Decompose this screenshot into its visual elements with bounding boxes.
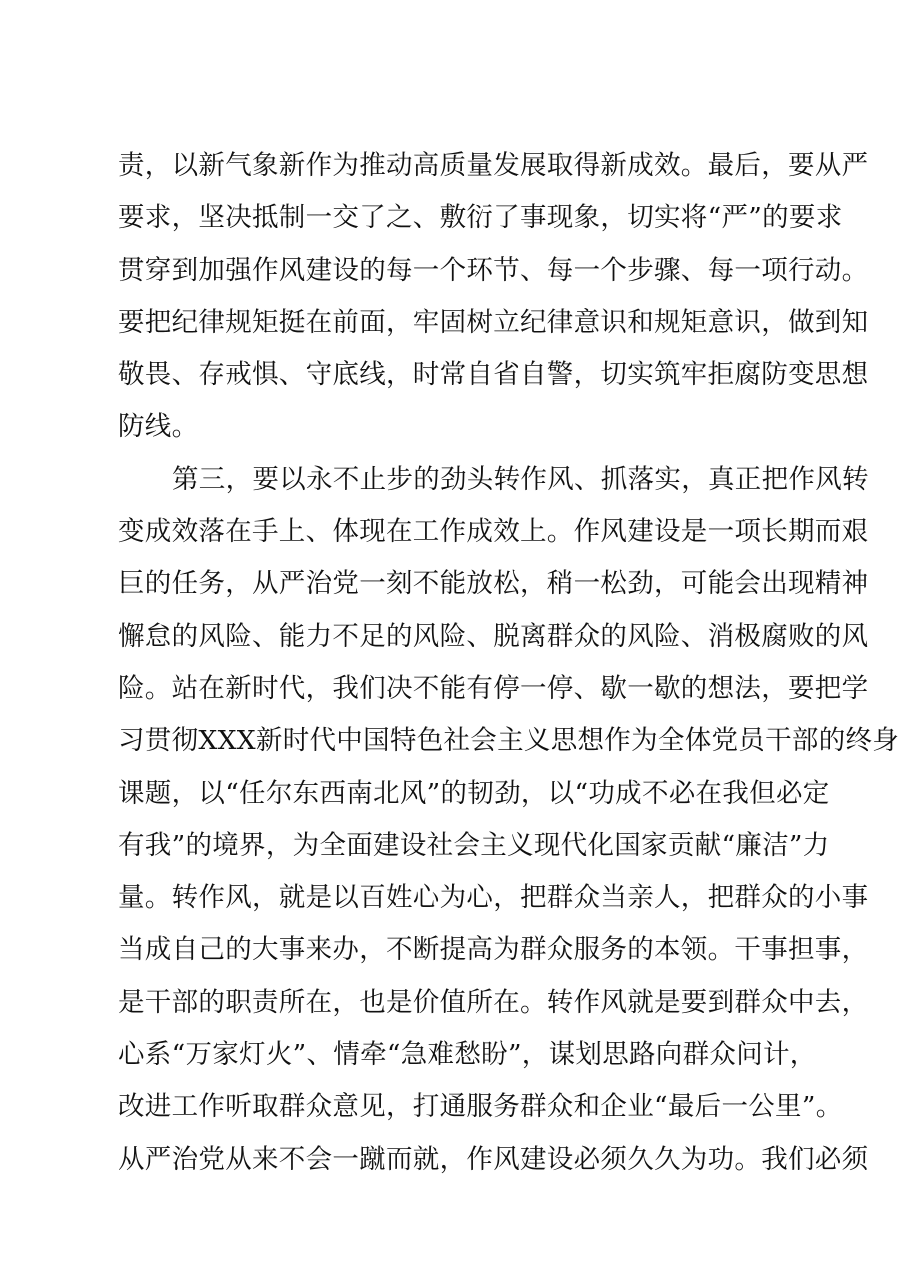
text-line: 巨的任务，从严治党一刻不能放松，稍一松劲，可能会出现精神 [118, 568, 869, 600]
text-line: 敬畏、存戒惧、守底线，时常自省自警，切实筑牢拒腐防变思想 [118, 359, 869, 391]
text-line: 变成效落在手上、体现在工作成效上。作风建设是一项长期而艰 [118, 516, 869, 548]
text-line: 责，以新气象新作为推动高质量发展取得新成效。最后，要从严 [118, 150, 869, 181]
text-line: 有我”的境界，为全面建设社会主义现代化国家贡献“廉洁”力 [118, 829, 830, 861]
text-line: 课题，以“任尔东西南北风”的韧劲，以“功成不必在我但必定 [118, 777, 830, 809]
text-line: 是干部的职责所在，也是价值所在。转作风就是要到群众中去， [118, 986, 869, 1018]
text-line: 量。转作风，就是以百姓心为心，把群众当亲人，把群众的小事 [118, 882, 869, 914]
document-body [118, 140, 900, 1186]
text-line: 防线。 [118, 411, 199, 443]
text-line: 懈怠的风险、能力不足的风险、脱离群众的风险、消极腐败的风 [118, 620, 869, 652]
text-line: 从严治党从来不会一蹴而就，作风建设必须久久为功。我们必须 [118, 1143, 869, 1175]
paragraph-start-line: 第三，要以永不止步的劲头转作风、抓落实，真正把作风转 [172, 463, 869, 495]
text-line: 险。站在新时代，我们决不能有停一停、歇一歇的想法，要把学 [118, 672, 869, 704]
text-line: 当成自己的大事来办，不断提高为群众服务的本领。干事担事， [118, 934, 869, 966]
text-line: 习贯彻XXX新时代中国特色社会主义思想作为全体党员干部的终身 [118, 725, 900, 757]
text-line: 改进工作听取群众意见，打通服务群众和企业“最后一公里”。 [118, 1091, 843, 1123]
text-line: 心系“万家灯火”、情牵“急难愁盼”，谋划思路向群众问计， [118, 1039, 817, 1071]
text-line: 要求，坚决抵制一交了之、敷衍了事现象，切实将“严”的要求 [118, 202, 843, 234]
text-line: 要把纪律规矩挺在前面，牢固树立纪律意识和规矩意识，做到知 [118, 306, 869, 338]
text-line: 贯穿到加强作风建设的每一个环节、每一个步骤、每一项行动。 [118, 254, 869, 286]
